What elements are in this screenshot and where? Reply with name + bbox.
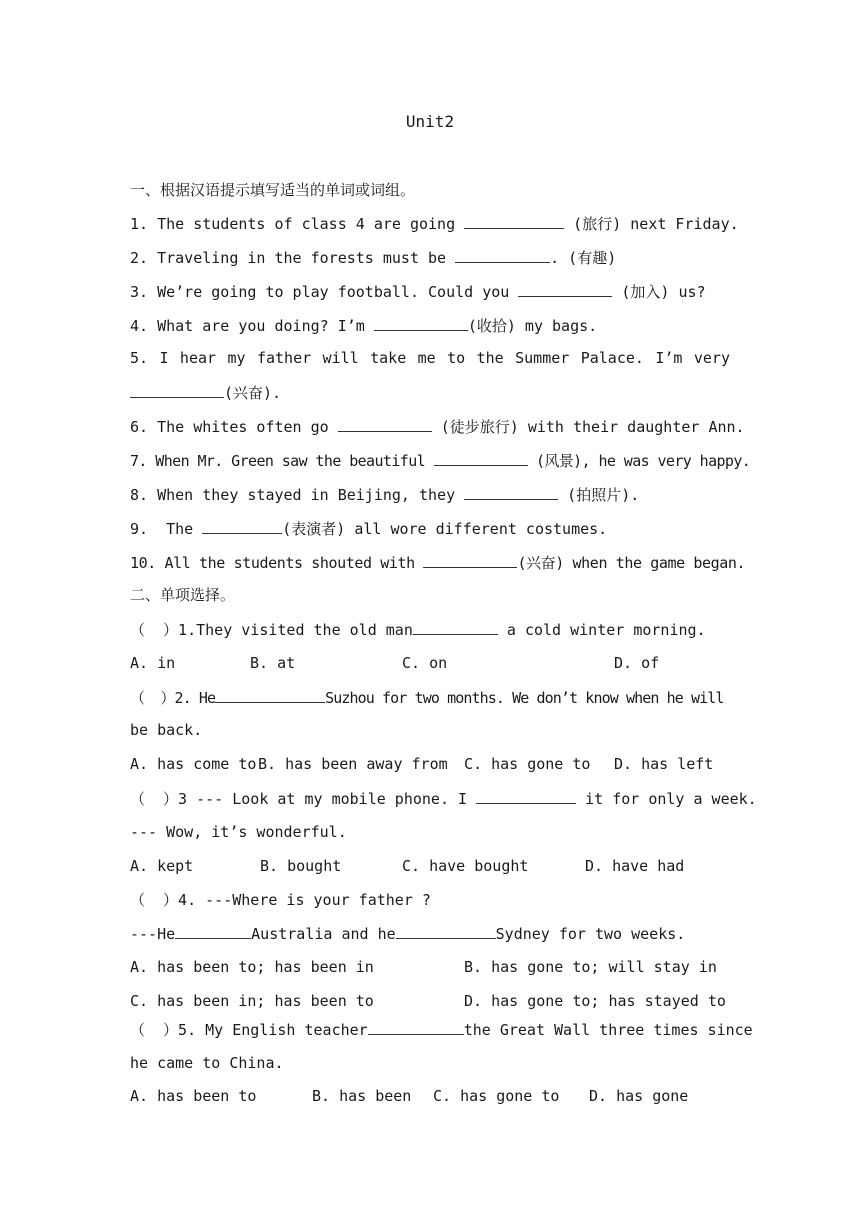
question-4-options-ab [130, 957, 740, 977]
question-5-options [130, 1086, 740, 1106]
fill-item-3-hint: (加入) us? [612, 283, 706, 301]
question-4-text-end: Sydney for two weeks. [495, 925, 686, 943]
fill-item-2 [130, 247, 730, 267]
fill-item-1 [130, 213, 739, 233]
choice-question-4 [130, 923, 730, 943]
fill-item-1-hint: (旅行) next Friday. [564, 215, 739, 233]
question-3-line-2: --- Wow, it’s wonderful. [130, 823, 347, 841]
option-a: A. in [130, 654, 176, 672]
fill-item-9-hint: (表演者) all wore different costumes. [282, 520, 608, 538]
fill-item-4-hint: (收拾) my bags. [467, 317, 598, 335]
answer-blank [423, 552, 517, 568]
question-4-text: ---He [130, 925, 176, 943]
option-b: B. has been [312, 1087, 412, 1105]
fill-item-6 [130, 416, 745, 436]
fill-item-10 [130, 552, 746, 572]
choice-question-5 [130, 1019, 753, 1039]
question-2-text-end: Suzhou for two months. We don’t know when he will [325, 689, 724, 707]
answer-blank [434, 450, 528, 466]
section-1-heading: 一、根据汉语提示填写适当的单词或词组。 [130, 181, 416, 199]
page-title: Unit2 [405, 112, 455, 131]
choice-question-1 [130, 619, 730, 639]
answer-blank [175, 923, 251, 939]
fill-item-6-hint: (徒步旅行) with their daughter Ann. [431, 418, 745, 436]
option-b: B. has been away from [258, 755, 448, 773]
answer-blank [396, 923, 496, 939]
option-c: C. has been in; has been to [130, 992, 374, 1010]
option-d: D. has left [614, 755, 714, 773]
answer-blank [455, 247, 550, 263]
option-b: B. has gone to; will stay in [464, 958, 717, 976]
question-4-line-1: （ ）4. ---Where is your father ? [130, 891, 431, 909]
option-c: C. have bought [402, 857, 529, 875]
option-a: A. has been to; has been in [130, 958, 374, 976]
fill-item-4-text: 4. What are you doing? I’m [130, 317, 374, 335]
answer-blank [130, 382, 224, 398]
option-d: D. has gone to; has stayed to [464, 992, 726, 1010]
question-3-options [130, 856, 740, 876]
question-1-text-end: a cold winter morning. [497, 621, 706, 639]
question-4-text-mid: Australia and he [251, 925, 396, 943]
answer-blank [338, 416, 432, 432]
fill-item-9 [130, 518, 730, 538]
option-c: C. has gone to [464, 755, 591, 773]
fill-item-2-text: 2. Traveling in the forests must be [130, 249, 456, 267]
fill-item-4 [130, 315, 730, 335]
option-c: C. has gone to [433, 1087, 560, 1105]
choice-question-3 [130, 788, 757, 808]
answer-blank [464, 213, 564, 229]
option-d: D. has gone [589, 1087, 689, 1105]
question-2-line-2: be back. [130, 721, 203, 739]
fill-item-6-text: 6. The whites often go [130, 418, 338, 436]
answer-blank [464, 484, 558, 500]
option-a: A. has been to [130, 1087, 257, 1105]
option-b: B. at [250, 654, 296, 672]
fill-item-8-text: 8. When they stayed in Beijing, they [130, 486, 465, 504]
question-1-options [130, 653, 740, 673]
answer-blank [202, 518, 282, 534]
question-5-text-end: the Great Wall three times since [463, 1021, 753, 1039]
question-5-line-2: he came to China. [130, 1054, 284, 1072]
fill-item-7 [130, 450, 751, 470]
fill-item-3 [130, 281, 730, 301]
fill-item-10-text: 10. All the students shouted with [130, 554, 424, 572]
fill-item-3-text: 3. We’re going to play football. Could you [130, 283, 519, 301]
question-2-options [130, 754, 740, 774]
option-a: A. kept [130, 857, 194, 875]
question-3-text-end: it for only a week. [576, 790, 757, 808]
fill-item-5-hint: (兴奋). [224, 384, 282, 402]
fill-item-8 [130, 484, 730, 504]
answer-blank [215, 687, 325, 703]
answer-blank [476, 788, 576, 804]
option-b: B. bought [260, 857, 342, 875]
fill-item-1-text: 1. The students of class 4 are going [130, 215, 465, 233]
fill-item-10-hint: (兴奋) when the game began. [517, 554, 746, 572]
choice-question-2 [130, 687, 730, 707]
question-4-options-cd [130, 991, 740, 1011]
option-d: D. have had [585, 857, 685, 875]
answer-blank [413, 619, 498, 635]
option-d: D. of [614, 654, 660, 672]
section-2-heading: 二、单项选择。 [130, 586, 236, 604]
fill-item-7-hint: (风景), he was very happy. [527, 452, 751, 470]
option-c: C. on [402, 654, 448, 672]
question-3-text: （ ）3 --- Look at my mobile phone. I [130, 790, 477, 808]
option-a: A. has come to [130, 755, 257, 773]
fill-item-5-line-1: 5. I hear my father will take me to the Summer Palace. I’m very [130, 349, 730, 367]
fill-item-7-text: 7. When Mr. Green saw the beautiful [130, 452, 434, 470]
fill-item-8-hint: (拍照片). [558, 486, 640, 504]
answer-blank [518, 281, 612, 297]
fill-item-9-text: 9. The [130, 520, 203, 538]
fill-item-2-hint: . (有趣) [550, 249, 617, 267]
answer-blank [368, 1019, 464, 1035]
question-1-text: （ ）1.They visited the old man [130, 621, 413, 639]
question-2-text: （ ）2. He [130, 689, 216, 707]
fill-item-5-line-2 [130, 382, 730, 402]
question-5-text: （ ）5. My English teacher [130, 1021, 368, 1039]
answer-blank [374, 315, 468, 331]
